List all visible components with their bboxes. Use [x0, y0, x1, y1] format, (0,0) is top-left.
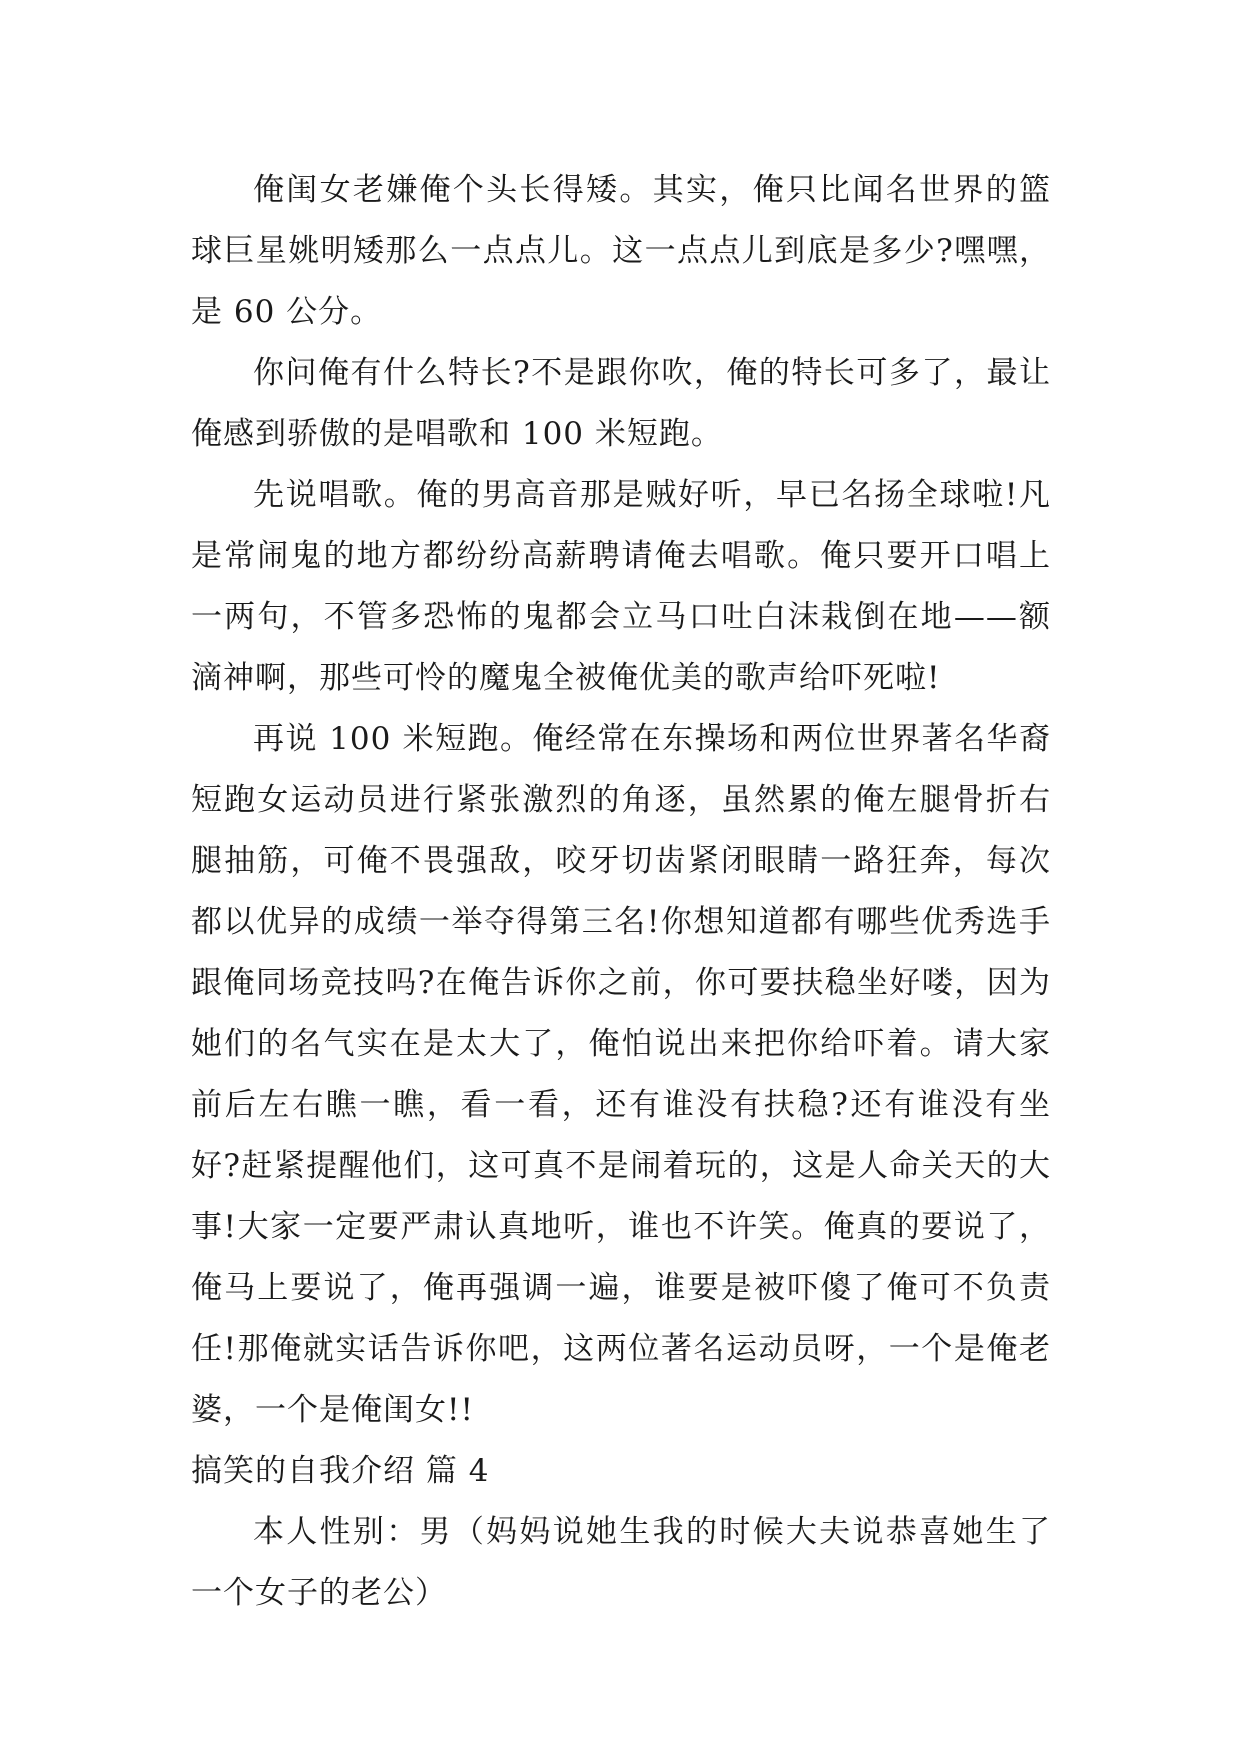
- paragraph-specialties: 你问俺有什么特长?不是跟你吹，俺的特长可多了，最让俺感到骄傲的是唱歌和 100 米短跑。: [191, 355, 1051, 452]
- paragraph-height: 俺闺女老嫌俺个头长得矮。其实，俺只比闻名世界的篮球巨星姚明矮那么一点点儿。这一点点儿到底是多少?嘿嘿，是 60 公分。: [191, 172, 1051, 330]
- paragraph-sprint: 再说 100 米短跑。俺经常在东操场和两位世界著名华裔短跑女运动员进行紧张激烈的角逐，虽然累的俺左腿骨折右腿抽筋，可俺不畏强敌，咬牙切齿紧闭眼睛一路狂奔，每次都以优异的成绩一举夺得第三名!你想知道都有哪些优秀选手跟俺同场竞技吗?在俺告诉你之前，你可要扶稳坐好喽，因为她们的名气实在是太大了，俺怕说出来把你给吓着。请大家前后左右瞧一瞧，看一看，还有谁没有扶稳?还有谁没有坐好?赶紧提醒他们，这可真不是闹着玩的，这是人命关天的大事!大家一定要严肃认真地听，谁也不许笑。俺真的要说了，俺马上要说了，俺再强调一遍，谁要是被吓傻了俺可不负责任!那俺就实话告诉你吧，这两位著名运动员呀，一个是俺老婆，一个是俺闺女!!: [191, 721, 1051, 1428]
- section-heading: 搞笑的自我介绍 篇 4: [191, 1453, 490, 1489]
- paragraph-gender: 本人性别：男（妈妈说她生我的时候大夫说恭喜她生了一个女子的老公）: [191, 1514, 1051, 1611]
- paragraph-singing: 先说唱歌。俺的男高音那是贼好听，早已名扬全球啦!凡是常闹鬼的地方都纷纷高薪聘请俺去唱歌。俺只要开口唱上一两句，不管多恐怖的鬼都会立马口吐白沫栽倒在地——额滴神啊，那些可怜的魔鬼全被俺优美的歌声给吓死啦!: [191, 477, 1051, 696]
- document-body: [191, 160, 1051, 1624]
